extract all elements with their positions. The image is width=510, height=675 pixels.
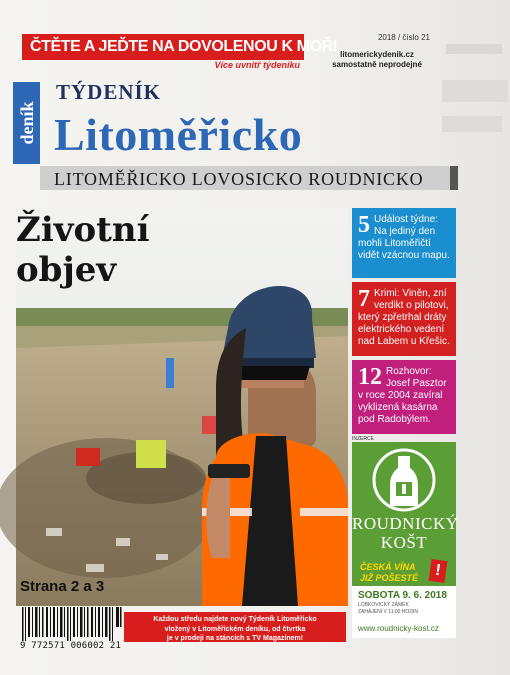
promo-title: ČTĚTE A JEĎTE NA DOVOLENOU K MOŘI <box>22 34 304 60</box>
barcode <box>20 607 124 645</box>
bleed-through-shapes <box>440 40 510 140</box>
masthead-title: Litoměřicko <box>54 109 303 160</box>
denik-logo <box>13 82 40 164</box>
ad-label: INZERCE <box>352 436 374 442</box>
issue-number: 2018 / číslo 21 <box>377 33 430 42</box>
ad-brand-line2: KOŠT <box>380 533 428 552</box>
footer-banner <box>124 612 346 642</box>
publisher-web: litomerickydenik.cz <box>340 50 414 59</box>
towns-strip-accent <box>450 166 458 190</box>
barcode-issue: 21 <box>109 641 122 651</box>
ad-tagline: ČESKÁ VÍNA JIŽ POŠESTÉ <box>360 562 419 583</box>
teaser-crime[interactable] <box>352 282 456 356</box>
cover-headline[interactable]: Životní objev <box>16 210 150 290</box>
promo-banner[interactable] <box>22 34 337 76</box>
promo-subtitle: Více uvnitř týdeníku <box>214 60 300 70</box>
wine-bottle-logo-icon <box>372 448 436 512</box>
barcode-number <box>20 641 121 651</box>
footer-line2: vložený v Litoměřickém deníku, od čtvrtka <box>164 625 306 633</box>
footer-line1: Každou středu najdete nový Týdeník Litoměřicko <box>153 616 317 623</box>
teaser-event[interactable] <box>352 208 456 278</box>
footer-line3: je v prodeji na stáncích s TV Magazínem! <box>166 635 304 642</box>
ad-details <box>352 586 456 638</box>
ad-exclamation: ! <box>429 559 448 583</box>
cover-page-reference: Strana 2 a 3 <box>20 578 105 595</box>
ad-brand-line1: ROUDNICKÝ <box>352 514 459 533</box>
teaser-page-number: 7 <box>358 286 370 312</box>
publisher-note: samostatně neprodejné <box>332 60 422 69</box>
wine-bottle-logo-svg <box>372 448 436 512</box>
teaser-text: Rozhovor: Josef Pasztor v roce 2004 zavíral vyklizená kasárna pod Radobýlem. <box>358 366 447 425</box>
masthead-kicker: TÝDENÍK <box>56 80 162 104</box>
barcode-bars <box>20 607 124 643</box>
ad-date: SOBOTA 9. 6. 2018 <box>358 590 447 601</box>
ad-time: ZAHÁJENÍ V 11:00 HODIN <box>358 609 418 615</box>
towns-text: LITOMĚŘICKO LOVOSICKO ROUDNICKO <box>54 169 424 189</box>
denik-logo-text: deník <box>17 101 37 145</box>
bleed-through-text <box>440 40 510 140</box>
teaser-text: Událost týdne: Na jediný den mohli Litoměřičtí vidět vzácnou mapu. <box>358 214 450 261</box>
publisher-info <box>322 50 432 70</box>
ad-venue: LOBKOVICKÝ ZÁMEK <box>358 602 409 608</box>
teaser-text: Krimi: Viněn, zní verdikt o pilotovi, který zpřetrhal dráty elektrického vedení nad Labem u Křešic. <box>358 288 450 347</box>
ad-venue-block <box>358 602 454 616</box>
teaser-page-number: 12 <box>358 364 382 390</box>
wine-festival-ad[interactable] <box>352 442 459 638</box>
towns-strip <box>40 166 458 190</box>
barcode-digits: 9 772571 006002 <box>20 641 105 651</box>
teaser-page-number: 5 <box>358 212 370 238</box>
teaser-interview[interactable] <box>352 360 456 434</box>
ad-url[interactable]: www.roudnicky-kost.cz <box>358 624 439 633</box>
ad-brand <box>352 514 459 552</box>
